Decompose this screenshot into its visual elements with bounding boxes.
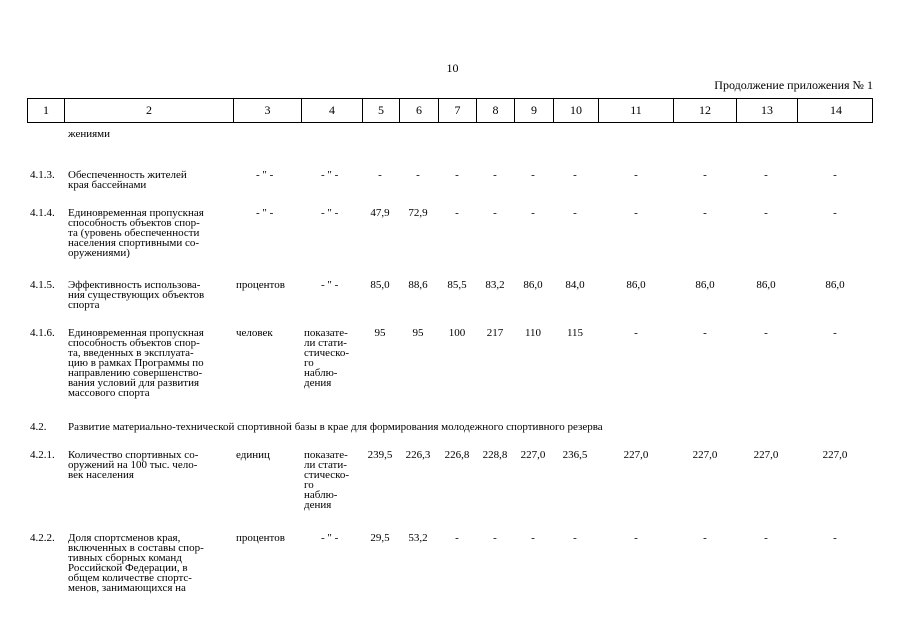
- section-title: Развитие материально-технической спортивной базы в крае для формирования молодежного спортивного резерва: [68, 421, 603, 433]
- source-cell: - " -: [321, 207, 339, 219]
- continued-text: жениями: [68, 128, 111, 140]
- value-cell: -: [634, 532, 638, 544]
- value-cell: -: [531, 207, 535, 219]
- value-cell: -: [703, 532, 707, 544]
- value-cell: -: [634, 327, 638, 339]
- value-cell: -: [455, 532, 459, 544]
- header-col-8: 8: [477, 99, 515, 122]
- value-cell: 95: [374, 327, 386, 339]
- value-cell: -: [764, 327, 768, 339]
- value-cell: 86,0: [756, 279, 776, 291]
- row-code: 4.2.: [30, 421, 47, 433]
- value-cell: 226,3: [405, 449, 431, 461]
- indicator-name: Эффективность использова- ния существующих объектов спорта: [68, 279, 205, 311]
- header-col-4: 4: [302, 99, 363, 122]
- value-cell: -: [455, 207, 459, 219]
- value-cell: -: [531, 532, 535, 544]
- value-cell: 227,0: [822, 449, 848, 461]
- value-cell: 227,0: [753, 449, 779, 461]
- value-cell: 115: [566, 327, 584, 339]
- continuation-note: Продолжение приложения № 1: [714, 78, 873, 92]
- source-cell: - " -: [321, 279, 339, 291]
- value-cell: -: [573, 532, 577, 544]
- value-cell: 83,2: [485, 279, 505, 291]
- value-cell: 227,0: [623, 449, 649, 461]
- unit-cell: - " -: [256, 207, 274, 219]
- row-code: 4.2.2.: [30, 532, 55, 544]
- value-cell: -: [378, 169, 382, 181]
- value-cell: -: [531, 169, 535, 181]
- value-cell: 86,0: [825, 279, 845, 291]
- header-col-7: 7: [439, 99, 477, 122]
- value-cell: 110: [524, 327, 542, 339]
- value-cell: 86,0: [626, 279, 646, 291]
- value-cell: -: [703, 327, 707, 339]
- value-cell: -: [493, 207, 497, 219]
- value-cell: -: [573, 207, 577, 219]
- row-code: 4.1.4.: [30, 207, 55, 219]
- value-cell: 217: [486, 327, 504, 339]
- value-cell: -: [764, 532, 768, 544]
- value-cell: 100: [448, 327, 466, 339]
- value-cell: 47,9: [370, 207, 390, 219]
- value-cell: 236,5: [562, 449, 588, 461]
- value-cell: 86,0: [695, 279, 715, 291]
- value-cell: -: [764, 207, 768, 219]
- value-cell: -: [493, 169, 497, 181]
- source-cell: показате- ли стати- стическо- го наблю- дения: [304, 327, 350, 389]
- value-cell: -: [703, 169, 707, 181]
- source-cell: - " -: [321, 169, 339, 181]
- value-cell: 88,6: [408, 279, 428, 291]
- header-col-2: 2: [65, 99, 234, 122]
- value-cell: 85,5: [447, 279, 467, 291]
- value-cell: 84,0: [565, 279, 585, 291]
- unit-cell: единиц: [236, 449, 270, 461]
- header-col-6: 6: [400, 99, 439, 122]
- row-code: 4.1.3.: [30, 169, 55, 181]
- value-cell: -: [833, 532, 837, 544]
- value-cell: -: [764, 169, 768, 181]
- row-code: 4.1.5.: [30, 279, 55, 291]
- value-cell: 227,0: [520, 449, 546, 461]
- value-cell: 226,8: [444, 449, 470, 461]
- indicator-name: Обеспеченность жителей края бассейнами: [68, 169, 187, 191]
- unit-cell: человек: [236, 327, 273, 339]
- header-col-13: 13: [737, 99, 798, 122]
- header-col-9: 9: [515, 99, 554, 122]
- value-cell: -: [573, 169, 577, 181]
- value-cell: 239,5: [367, 449, 393, 461]
- value-cell: 53,2: [408, 532, 428, 544]
- header-col-10: 10: [554, 99, 599, 122]
- value-cell: -: [416, 169, 420, 181]
- header-col-14: 14: [830, 103, 842, 117]
- page-number: 10: [446, 61, 459, 75]
- value-cell: -: [703, 207, 707, 219]
- header-col-11: 11: [599, 99, 674, 122]
- source-cell: показате- ли стати- стическо- го наблю- дения: [304, 449, 350, 511]
- unit-cell: процентов: [236, 532, 285, 544]
- header-col-5: 5: [363, 99, 400, 122]
- value-cell: 29,5: [370, 532, 390, 544]
- value-cell: -: [455, 169, 459, 181]
- table-header: [27, 98, 873, 123]
- header-col-3: 3: [234, 99, 302, 122]
- unit-cell: - " -: [256, 169, 274, 181]
- value-cell: 85,0: [370, 279, 390, 291]
- indicator-name: Количество спортивных со- оружений на 100 тыс. чело- век населения: [68, 449, 199, 481]
- value-cell: 95: [412, 327, 424, 339]
- source-cell: - " -: [321, 532, 339, 544]
- value-cell: 72,9: [408, 207, 428, 219]
- value-cell: -: [493, 532, 497, 544]
- value-cell: -: [833, 207, 837, 219]
- value-cell: -: [833, 169, 837, 181]
- header-col-1: 1: [28, 99, 65, 122]
- value-cell: 86,0: [523, 279, 543, 291]
- value-cell: 227,0: [692, 449, 718, 461]
- row-code: 4.1.6.: [30, 327, 55, 339]
- value-cell: 228,8: [482, 449, 508, 461]
- value-cell: -: [634, 207, 638, 219]
- row-code: 4.2.1.: [30, 449, 55, 461]
- indicator-name: Единовременная пропускная способность объектов спор- та, введенных в эксплуата- цию в рамках Программы по направлению совершенство- вания условий для развития массового спорта: [68, 327, 204, 399]
- indicator-name: Доля спортсменов края, включенных в составы спор- тивных сборных команд Российской Федерации, в общем количестве спортс- менов, занимающихся на: [68, 532, 204, 594]
- unit-cell: процентов: [236, 279, 285, 291]
- header-col-12: 12: [674, 99, 737, 122]
- value-cell: -: [634, 169, 638, 181]
- value-cell: -: [833, 327, 837, 339]
- indicator-name: Единовременная пропускная способность объектов спор- та (уровень обеспеченности населения спортивными со- оружениями): [68, 207, 204, 259]
